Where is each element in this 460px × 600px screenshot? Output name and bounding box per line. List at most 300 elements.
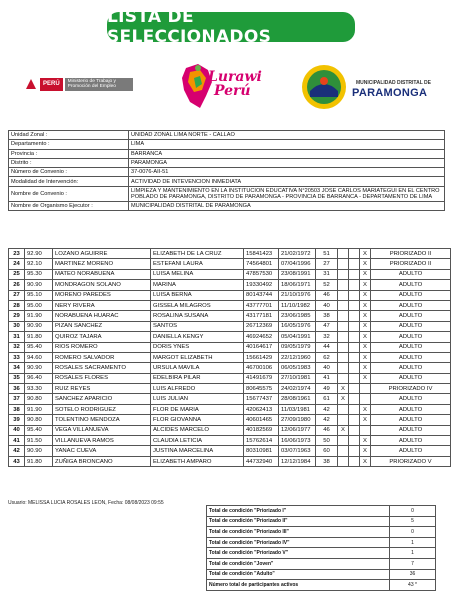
row-number: 36 [9, 384, 25, 394]
totals-row [207, 506, 436, 517]
mark-cell-3: X [360, 269, 371, 279]
score-cell: 91.80 [25, 332, 53, 342]
mark-cell-2 [349, 290, 360, 300]
mark-cell-2 [349, 394, 360, 404]
table-row [9, 311, 451, 321]
surname-cell: VEGA VILLANUEVA [53, 425, 151, 435]
table-row [9, 363, 451, 373]
given-name-cell: CLAUDIA LETICIA [151, 436, 244, 446]
totals-row [207, 569, 436, 580]
birthdate-cell: 23/08/1991 [279, 269, 316, 279]
score-cell: 91.50 [25, 436, 53, 446]
birthdate-cell: 03/07/1963 [279, 446, 316, 456]
condition-cell: ADULTO [371, 290, 451, 300]
condition-cell: ADULTO [371, 352, 451, 362]
row-number: 33 [9, 352, 25, 362]
surname-cell: TOLENTINO MENDOZA [53, 415, 151, 425]
dni-cell: 44732940 [244, 456, 279, 466]
mark-cell-1 [338, 436, 349, 446]
dni-cell: 15841423 [244, 249, 279, 259]
info-label: Número de Convenio : [9, 168, 129, 177]
mark-cell-2 [349, 425, 360, 435]
totals-value: 0 [390, 506, 436, 517]
surname-cell: SOTELO RODRIGUEZ [53, 404, 151, 414]
totals-value: 1 [390, 537, 436, 548]
info-value: PARAMONGA [129, 158, 445, 167]
mark-cell-3 [360, 425, 371, 435]
given-name-cell: FLOR DE MARIA [151, 404, 244, 414]
score-cell: 90.90 [25, 446, 53, 456]
totals-label: Total de condición "Priorizado III" [207, 527, 390, 538]
municipality-logo [300, 63, 440, 111]
age-cell: 46 [316, 425, 338, 435]
row-number: 23 [9, 249, 25, 259]
score-cell: 95.10 [25, 290, 53, 300]
row-number: 32 [9, 342, 25, 352]
info-label: Distrito : [9, 158, 129, 167]
age-cell: 40 [316, 363, 338, 373]
condition-cell: ADULTO [371, 436, 451, 446]
condition-cell: ADULTO [371, 269, 451, 279]
age-cell: 38 [316, 311, 338, 321]
table-row [9, 259, 451, 269]
row-number: 37 [9, 394, 25, 404]
totals-value: 36 [390, 569, 436, 580]
given-name-cell: EDELBIRA PILAR [151, 373, 244, 383]
table-row [9, 300, 451, 310]
dni-cell: 40601465 [244, 415, 279, 425]
mark-cell-3: X [360, 404, 371, 414]
mark-cell-1 [338, 342, 349, 352]
given-name-cell: LUISA BERNA [151, 290, 244, 300]
given-name-cell: LUIS ALFREDO [151, 384, 244, 394]
totals-label: Total de condición "Priorizado V" [207, 548, 390, 559]
row-number: 24 [9, 259, 25, 269]
totals-value: 43 * [390, 580, 436, 591]
condition-cell: ADULTO [371, 373, 451, 383]
condition-cell: ADULTO [371, 415, 451, 425]
dni-cell: 43777701 [244, 300, 279, 310]
info-value: LIMPIEZA Y MANTENIMIENTO EN LA INSTITUCION EDUCATIVA N°20503 JOSE CARLOS MARIATEGUI EN EL CENTRO POBLADO DE PARAMONGA, DISTRITO DE PARAMONGA - PROVINCIA DE BARRANCA - DEPARTAMENTO DE LIMA [129, 186, 445, 201]
table-row [9, 352, 451, 362]
mark-cell-2 [349, 415, 360, 425]
row-number: 31 [9, 332, 25, 342]
totals-row [207, 558, 436, 569]
given-name-cell: FLOR GIOVANNA [151, 415, 244, 425]
row-number: 28 [9, 300, 25, 310]
surname-cell: SANCHEZ APARICIO [53, 394, 151, 404]
dni-cell: 47857530 [244, 269, 279, 279]
age-cell: 32 [316, 332, 338, 342]
score-cell: 92.90 [25, 249, 53, 259]
age-cell: 60 [316, 446, 338, 456]
surname-cell: PIZAN SANCHEZ [53, 321, 151, 331]
score-cell: 91.90 [25, 404, 53, 414]
info-value: LIMA [129, 140, 445, 149]
info-value: 37-0076-AII-51 [129, 168, 445, 177]
lurawi-peru-logo [178, 60, 268, 112]
condition-cell: ADULTO [371, 363, 451, 373]
mark-cell-1 [338, 311, 349, 321]
mark-cell-3: X [360, 352, 371, 362]
age-cell: 49 [316, 384, 338, 394]
mark-cell-1 [338, 415, 349, 425]
given-name-cell: DORIS YNES [151, 342, 244, 352]
given-name-cell: URSULA MAVILA [151, 363, 244, 373]
age-cell: 31 [316, 269, 338, 279]
condition-cell: PRIORIZADO IV [371, 384, 451, 394]
info-value: UNIDAD ZONAL LIMA NORTE - CALLAO [129, 131, 445, 140]
peru-text: Perú [214, 83, 251, 99]
given-name-cell: SANTOS [151, 321, 244, 331]
birthdate-cell: 16/05/1976 [279, 321, 316, 331]
totals-row [207, 516, 436, 527]
given-name-cell: GISSELA MILAGROS [151, 300, 244, 310]
score-cell: 95.00 [25, 300, 53, 310]
birthdate-cell: 28/08/1961 [279, 394, 316, 404]
score-cell: 90.80 [25, 415, 53, 425]
table-row [9, 249, 451, 259]
surname-cell: RIOS ROMERO [53, 342, 151, 352]
info-label: Departamento : [9, 140, 129, 149]
birthdate-cell: 21/10/1976 [279, 290, 316, 300]
surname-cell: NERY RIVERA [53, 300, 151, 310]
birthdate-cell: 12/12/1984 [279, 456, 316, 466]
totals-label: Total de condición "Priorizado I" [207, 506, 390, 517]
surname-cell: LOZANO AGUIRRE [53, 249, 151, 259]
score-cell: 90.80 [25, 394, 53, 404]
ministry-label: Ministerio de Trabajo y Promoción del Empleo [65, 78, 133, 91]
given-name-cell: MARINA [151, 280, 244, 290]
score-cell: 95.40 [25, 342, 53, 352]
dni-cell: 15762614 [244, 436, 279, 446]
age-cell: 44 [316, 342, 338, 352]
surname-cell: MONDRAGON SOLANO [53, 280, 151, 290]
peru-emblem-icon [24, 77, 38, 91]
logo-row [0, 55, 460, 115]
table-row [9, 321, 451, 331]
score-cell: 91.80 [25, 456, 53, 466]
surname-cell: RUIZ REYES [53, 384, 151, 394]
given-name-cell: ROSALINA SUSANA [151, 311, 244, 321]
mark-cell-1 [338, 290, 349, 300]
age-cell: 50 [316, 436, 338, 446]
mark-cell-3 [360, 384, 371, 394]
convenio-info-table [8, 130, 445, 211]
info-value: MUNICIPALIDAD DISTRITAL DE PARAMONGA [129, 201, 445, 210]
row-number: 42 [9, 446, 25, 456]
given-name-cell: ESTEFANI LAURA [151, 259, 244, 269]
mark-cell-3: X [360, 446, 371, 456]
municipality-subtitle: MUNICIPALIDAD DISTRITAL DE [356, 80, 431, 86]
row-number: 26 [9, 280, 25, 290]
birthdate-cell: 09/05/1979 [279, 342, 316, 352]
mark-cell-2 [349, 363, 360, 373]
age-cell: 61 [316, 394, 338, 404]
mark-cell-2 [349, 404, 360, 414]
mark-cell-1 [338, 280, 349, 290]
mark-cell-3: X [360, 436, 371, 446]
row-number: 43 [9, 456, 25, 466]
info-value: ACTIVIDAD DE INTEVENCION INMEDIATA [129, 177, 445, 186]
mark-cell-3: X [360, 415, 371, 425]
dni-cell: 40182569 [244, 425, 279, 435]
municipality-name: PARAMONGA [352, 87, 428, 99]
dni-cell: 43177181 [244, 311, 279, 321]
row-number: 25 [9, 269, 25, 279]
birthdate-cell: 24/02/1974 [279, 384, 316, 394]
info-row [9, 177, 445, 186]
mark-cell-3: X [360, 290, 371, 300]
mark-cell-2 [349, 384, 360, 394]
totals-value: 0 [390, 527, 436, 538]
row-number: 35 [9, 373, 25, 383]
birthdate-cell: 22/12/1960 [279, 352, 316, 362]
surname-cell: ROSALES FLORES [53, 373, 151, 383]
surname-cell: YANAC CUEVA [53, 446, 151, 456]
given-name-cell: LUISA MELINA [151, 269, 244, 279]
totals-table [206, 505, 436, 591]
score-cell: 92.10 [25, 259, 53, 269]
condition-cell: ADULTO [371, 311, 451, 321]
surname-cell: MARTINEZ MORENO [53, 259, 151, 269]
age-cell: 27 [316, 259, 338, 269]
mark-cell-3: X [360, 280, 371, 290]
peru-ministry-logo [24, 77, 133, 91]
age-cell: 38 [316, 456, 338, 466]
mark-cell-1 [338, 300, 349, 310]
info-value: BARRANCA [129, 149, 445, 158]
birthdate-cell: 06/05/1983 [279, 363, 316, 373]
info-label: Nombre de Organismo Ejecutor : [9, 201, 129, 210]
mark-cell-1: X [338, 384, 349, 394]
mark-cell-1 [338, 249, 349, 259]
mark-cell-3: X [360, 300, 371, 310]
info-row [9, 186, 445, 201]
table-row [9, 269, 451, 279]
row-number: 30 [9, 321, 25, 331]
totals-label: Total de condición "Priorizado IV" [207, 537, 390, 548]
score-cell: 90.90 [25, 363, 53, 373]
mark-cell-3: X [360, 332, 371, 342]
score-cell: 96.40 [25, 373, 53, 383]
score-cell: 95.30 [25, 269, 53, 279]
info-label: Nombre de Convenio : [9, 186, 129, 201]
mark-cell-3: X [360, 342, 371, 352]
birthdate-cell: 27/10/1981 [279, 373, 316, 383]
condition-cell: PRIORIZADO II [371, 259, 451, 269]
mark-cell-1 [338, 332, 349, 342]
table-row [9, 290, 451, 300]
mark-cell-3: X [360, 363, 371, 373]
surname-cell: ROMERO SALVADOR [53, 352, 151, 362]
score-cell: 90.90 [25, 321, 53, 331]
score-cell: 94.60 [25, 352, 53, 362]
mark-cell-2 [349, 456, 360, 466]
info-row [9, 168, 445, 177]
age-cell: 62 [316, 352, 338, 362]
mark-cell-1 [338, 259, 349, 269]
title-banner [107, 7, 355, 47]
surname-cell: ROSALES SACRAMENTO [53, 363, 151, 373]
birthdate-cell: 18/06/1971 [279, 280, 316, 290]
given-name-cell: JUSTINA MARCELINA [151, 446, 244, 456]
info-row [9, 131, 445, 140]
age-cell: 52 [316, 280, 338, 290]
dni-cell: 74564801 [244, 259, 279, 269]
dni-cell: 40164617 [244, 342, 279, 352]
mark-cell-1 [338, 352, 349, 362]
mark-cell-2 [349, 311, 360, 321]
table-row [9, 384, 451, 394]
birthdate-cell: 05/04/1991 [279, 332, 316, 342]
condition-cell: ADULTO [371, 404, 451, 414]
selected-participants-table [8, 248, 451, 467]
table-row [9, 425, 451, 435]
totals-value: 5 [390, 516, 436, 527]
mark-cell-2 [349, 373, 360, 383]
info-label: Modalidad de Intervención: [9, 177, 129, 186]
dni-cell: 46700106 [244, 363, 279, 373]
score-cell: 90.90 [25, 280, 53, 290]
age-cell: 42 [316, 404, 338, 414]
surname-cell: QUIROZ TAJARA [53, 332, 151, 342]
given-name-cell: MARGOT ELIZABETH [151, 352, 244, 362]
row-number: 38 [9, 404, 25, 414]
mark-cell-3: X [360, 311, 371, 321]
row-number: 41 [9, 436, 25, 446]
totals-row [207, 548, 436, 559]
condition-cell: ADULTO [371, 425, 451, 435]
dni-cell: 41491679 [244, 373, 279, 383]
dni-cell: 15661429 [244, 352, 279, 362]
surname-cell: ZUÑIGA BRONCANO [53, 456, 151, 466]
row-number: 29 [9, 311, 25, 321]
table-row [9, 446, 451, 456]
given-name-cell: ALCIDES MARCELO [151, 425, 244, 435]
mark-cell-2 [349, 446, 360, 456]
table-row [9, 332, 451, 342]
mark-cell-3: X [360, 373, 371, 383]
condition-cell: ADULTO [371, 342, 451, 352]
condition-cell: ADULTO [371, 446, 451, 456]
row-number: 34 [9, 363, 25, 373]
totals-label: Total de condición "Adulto" [207, 569, 390, 580]
mark-cell-2 [349, 321, 360, 331]
totals-row [207, 527, 436, 538]
mark-cell-1 [338, 363, 349, 373]
condition-cell: PRIORIZADO II [371, 249, 451, 259]
table-row [9, 415, 451, 425]
mark-cell-1 [338, 321, 349, 331]
birthdate-cell: 23/06/1985 [279, 311, 316, 321]
table-row [9, 280, 451, 290]
mark-cell-2 [349, 436, 360, 446]
condition-cell: ADULTO [371, 280, 451, 290]
condition-cell: ADULTO [371, 300, 451, 310]
mark-cell-3: X [360, 456, 371, 466]
row-number: 39 [9, 415, 25, 425]
totals-label: Total de condición "Priorizado II" [207, 516, 390, 527]
mark-cell-1 [338, 404, 349, 414]
info-row [9, 149, 445, 158]
score-cell: 91.90 [25, 311, 53, 321]
mark-cell-2 [349, 280, 360, 290]
given-name-cell: ELIZABETH DE LA CRUZ [151, 249, 244, 259]
dni-cell: 80310981 [244, 446, 279, 456]
table-row [9, 394, 451, 404]
mark-cell-2 [349, 259, 360, 269]
mark-cell-1 [338, 456, 349, 466]
condition-cell: PRIORIZADO V [371, 456, 451, 466]
table-row [9, 456, 451, 466]
table-row [9, 373, 451, 383]
given-name-cell: ELIZABETH AMPARO [151, 456, 244, 466]
condition-cell: ADULTO [371, 332, 451, 342]
mark-cell-1: X [338, 394, 349, 404]
info-label: Provincia : [9, 149, 129, 158]
mark-cell-2 [349, 332, 360, 342]
totals-value: 7 [390, 558, 436, 569]
dni-cell: 26712369 [244, 321, 279, 331]
age-cell: 51 [316, 249, 338, 259]
condition-cell: ADULTO [371, 321, 451, 331]
info-row [9, 140, 445, 149]
birthdate-cell: 11/03/1981 [279, 404, 316, 414]
mark-cell-3: X [360, 321, 371, 331]
mark-cell-1 [338, 446, 349, 456]
dni-cell: 15677437 [244, 394, 279, 404]
mark-cell-3: X [360, 259, 371, 269]
score-cell: 95.40 [25, 425, 53, 435]
info-label: Unidad Zonal : [9, 131, 129, 140]
birthdate-cell: 16/06/1973 [279, 436, 316, 446]
totals-label: Total de condición "Joven" [207, 558, 390, 569]
dni-cell: 46924652 [244, 332, 279, 342]
dni-cell: 80143744 [244, 290, 279, 300]
mark-cell-3 [360, 394, 371, 404]
totals-label: Número total de participantes activos [207, 580, 390, 591]
birthdate-cell: 12/06/1977 [279, 425, 316, 435]
age-cell: 42 [316, 415, 338, 425]
age-cell: 41 [316, 373, 338, 383]
totals-value: 1 [390, 548, 436, 559]
peru-label: PERÚ [40, 78, 63, 91]
condition-cell: ADULTO [371, 394, 451, 404]
user-footer: Usuario: MELISSA LUCIA ROSALES LEON, Fecha: 08/08/2023 09:55 [8, 500, 164, 506]
table-row [9, 404, 451, 414]
table-row [9, 342, 451, 352]
birthdate-cell: 07/04/1996 [279, 259, 316, 269]
score-cell: 93.30 [25, 384, 53, 394]
mark-cell-2 [349, 342, 360, 352]
totals-row [207, 580, 436, 591]
mark-cell-2 [349, 300, 360, 310]
given-name-cell: DANIELLA KENGY [151, 332, 244, 342]
dni-cell: 42062413 [244, 404, 279, 414]
totals-row [207, 537, 436, 548]
row-number: 40 [9, 425, 25, 435]
dni-cell: 80645575 [244, 384, 279, 394]
surname-cell: MATEO NORABUENA [53, 269, 151, 279]
surname-cell: MORENO PAREDES [53, 290, 151, 300]
mark-cell-2 [349, 269, 360, 279]
mark-cell-2 [349, 249, 360, 259]
birthdate-cell: 11/10/1982 [279, 300, 316, 310]
age-cell: 40 [316, 300, 338, 310]
info-row [9, 158, 445, 167]
mark-cell-1 [338, 269, 349, 279]
